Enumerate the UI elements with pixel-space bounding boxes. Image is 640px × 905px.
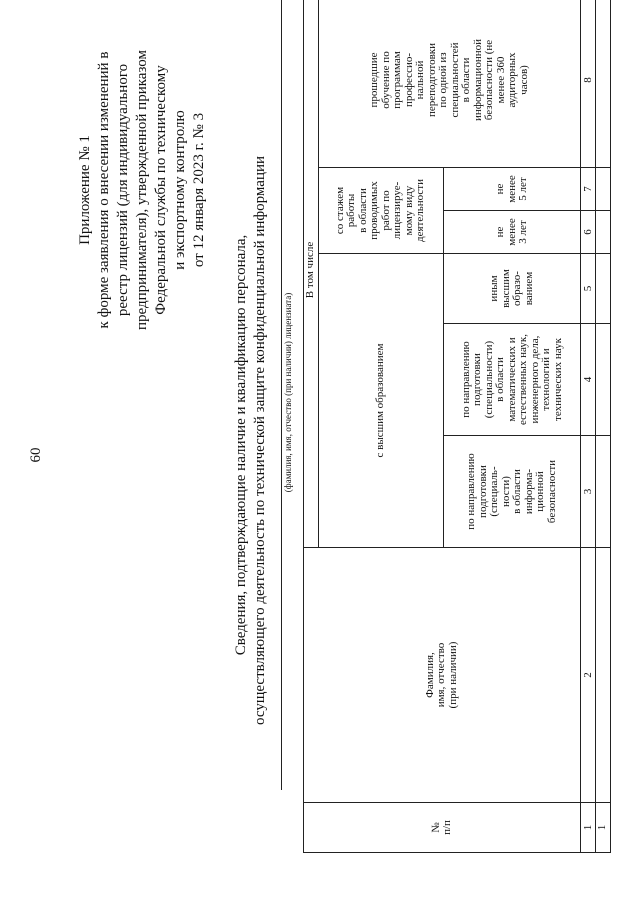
column-number: 7	[581, 168, 596, 211]
licensee-fill-line	[281, 0, 282, 790]
column-number: 3	[581, 436, 596, 548]
table-cell: 1	[596, 803, 611, 853]
header-technical-education: по направлению подготовки (специальности) в области математических и естественных наук, инженерного дела, технологий и технических наук	[444, 324, 581, 436]
column-number: 5	[581, 254, 596, 324]
header-experience: со стажем работы в области проводимых работ по лицензируе- мому виду деятельности	[318, 168, 443, 254]
header-number: № п/п	[304, 803, 581, 853]
header-retraining: прошедшие обучение по программам профессио- нальной переподготовки по одной из специальностей в области информационной безопасности (не менее 360 аудиторных часов)	[318, 0, 581, 168]
appendix-line: к форме заявления о внесении изменений в	[96, 51, 112, 329]
appendix-line: реестр лицензий (для индивидуального	[115, 63, 131, 317]
licensee-caption: (фамилия, имя, отчество (при наличии) лицензиата)	[283, 292, 293, 493]
column-number: 6	[581, 211, 596, 254]
appendix-line: и экспортному контролю	[172, 110, 188, 270]
header-other-education: иным высшим образо- ванием	[444, 254, 581, 324]
column-numbers-row	[581, 0, 596, 853]
appendix-line: Федеральной службы по техническому	[153, 65, 169, 315]
table-cell	[596, 168, 611, 211]
table-cell	[596, 0, 611, 168]
header-infosec-education: по направлению подготовки (специаль- ности) в области информа- ционной безопасности	[444, 436, 581, 548]
column-number: 1	[581, 803, 596, 853]
document-heading	[232, 155, 270, 725]
page-number: 60	[28, 447, 44, 463]
appendix-line: от 12 января 2023 г. № 3	[191, 112, 207, 268]
column-number: 4	[581, 324, 596, 436]
heading-line-1: Сведения, подтверждающие наличие и квалификацию персонала,	[233, 234, 249, 656]
table-cell	[596, 211, 611, 254]
column-number: 2	[581, 548, 596, 803]
table-cell	[596, 254, 611, 324]
header-full-name: Фамилия, имя, отчество (при наличии)	[304, 548, 581, 803]
table-cell	[596, 548, 611, 803]
header-experience-5-years: не менее 5 лет	[444, 168, 581, 211]
header-experience-3-years: не менее 3 лет	[444, 211, 581, 254]
header-higher-education: с высшим образованием	[318, 254, 443, 548]
table-cell	[596, 324, 611, 436]
header-in-total: В том числе	[304, 0, 319, 548]
appendix-header	[76, 30, 209, 350]
heading-line-2: осуществляющего деятельность по технической защите конфиденциальной информации	[252, 155, 268, 725]
personnel-table	[303, 0, 611, 853]
table-row	[596, 0, 611, 853]
appendix-line: Приложение № 1	[77, 135, 93, 245]
table-cell	[596, 436, 611, 548]
column-number: 8	[581, 0, 596, 168]
appendix-line: предпринимателя), утвержденной приказом	[134, 50, 150, 330]
